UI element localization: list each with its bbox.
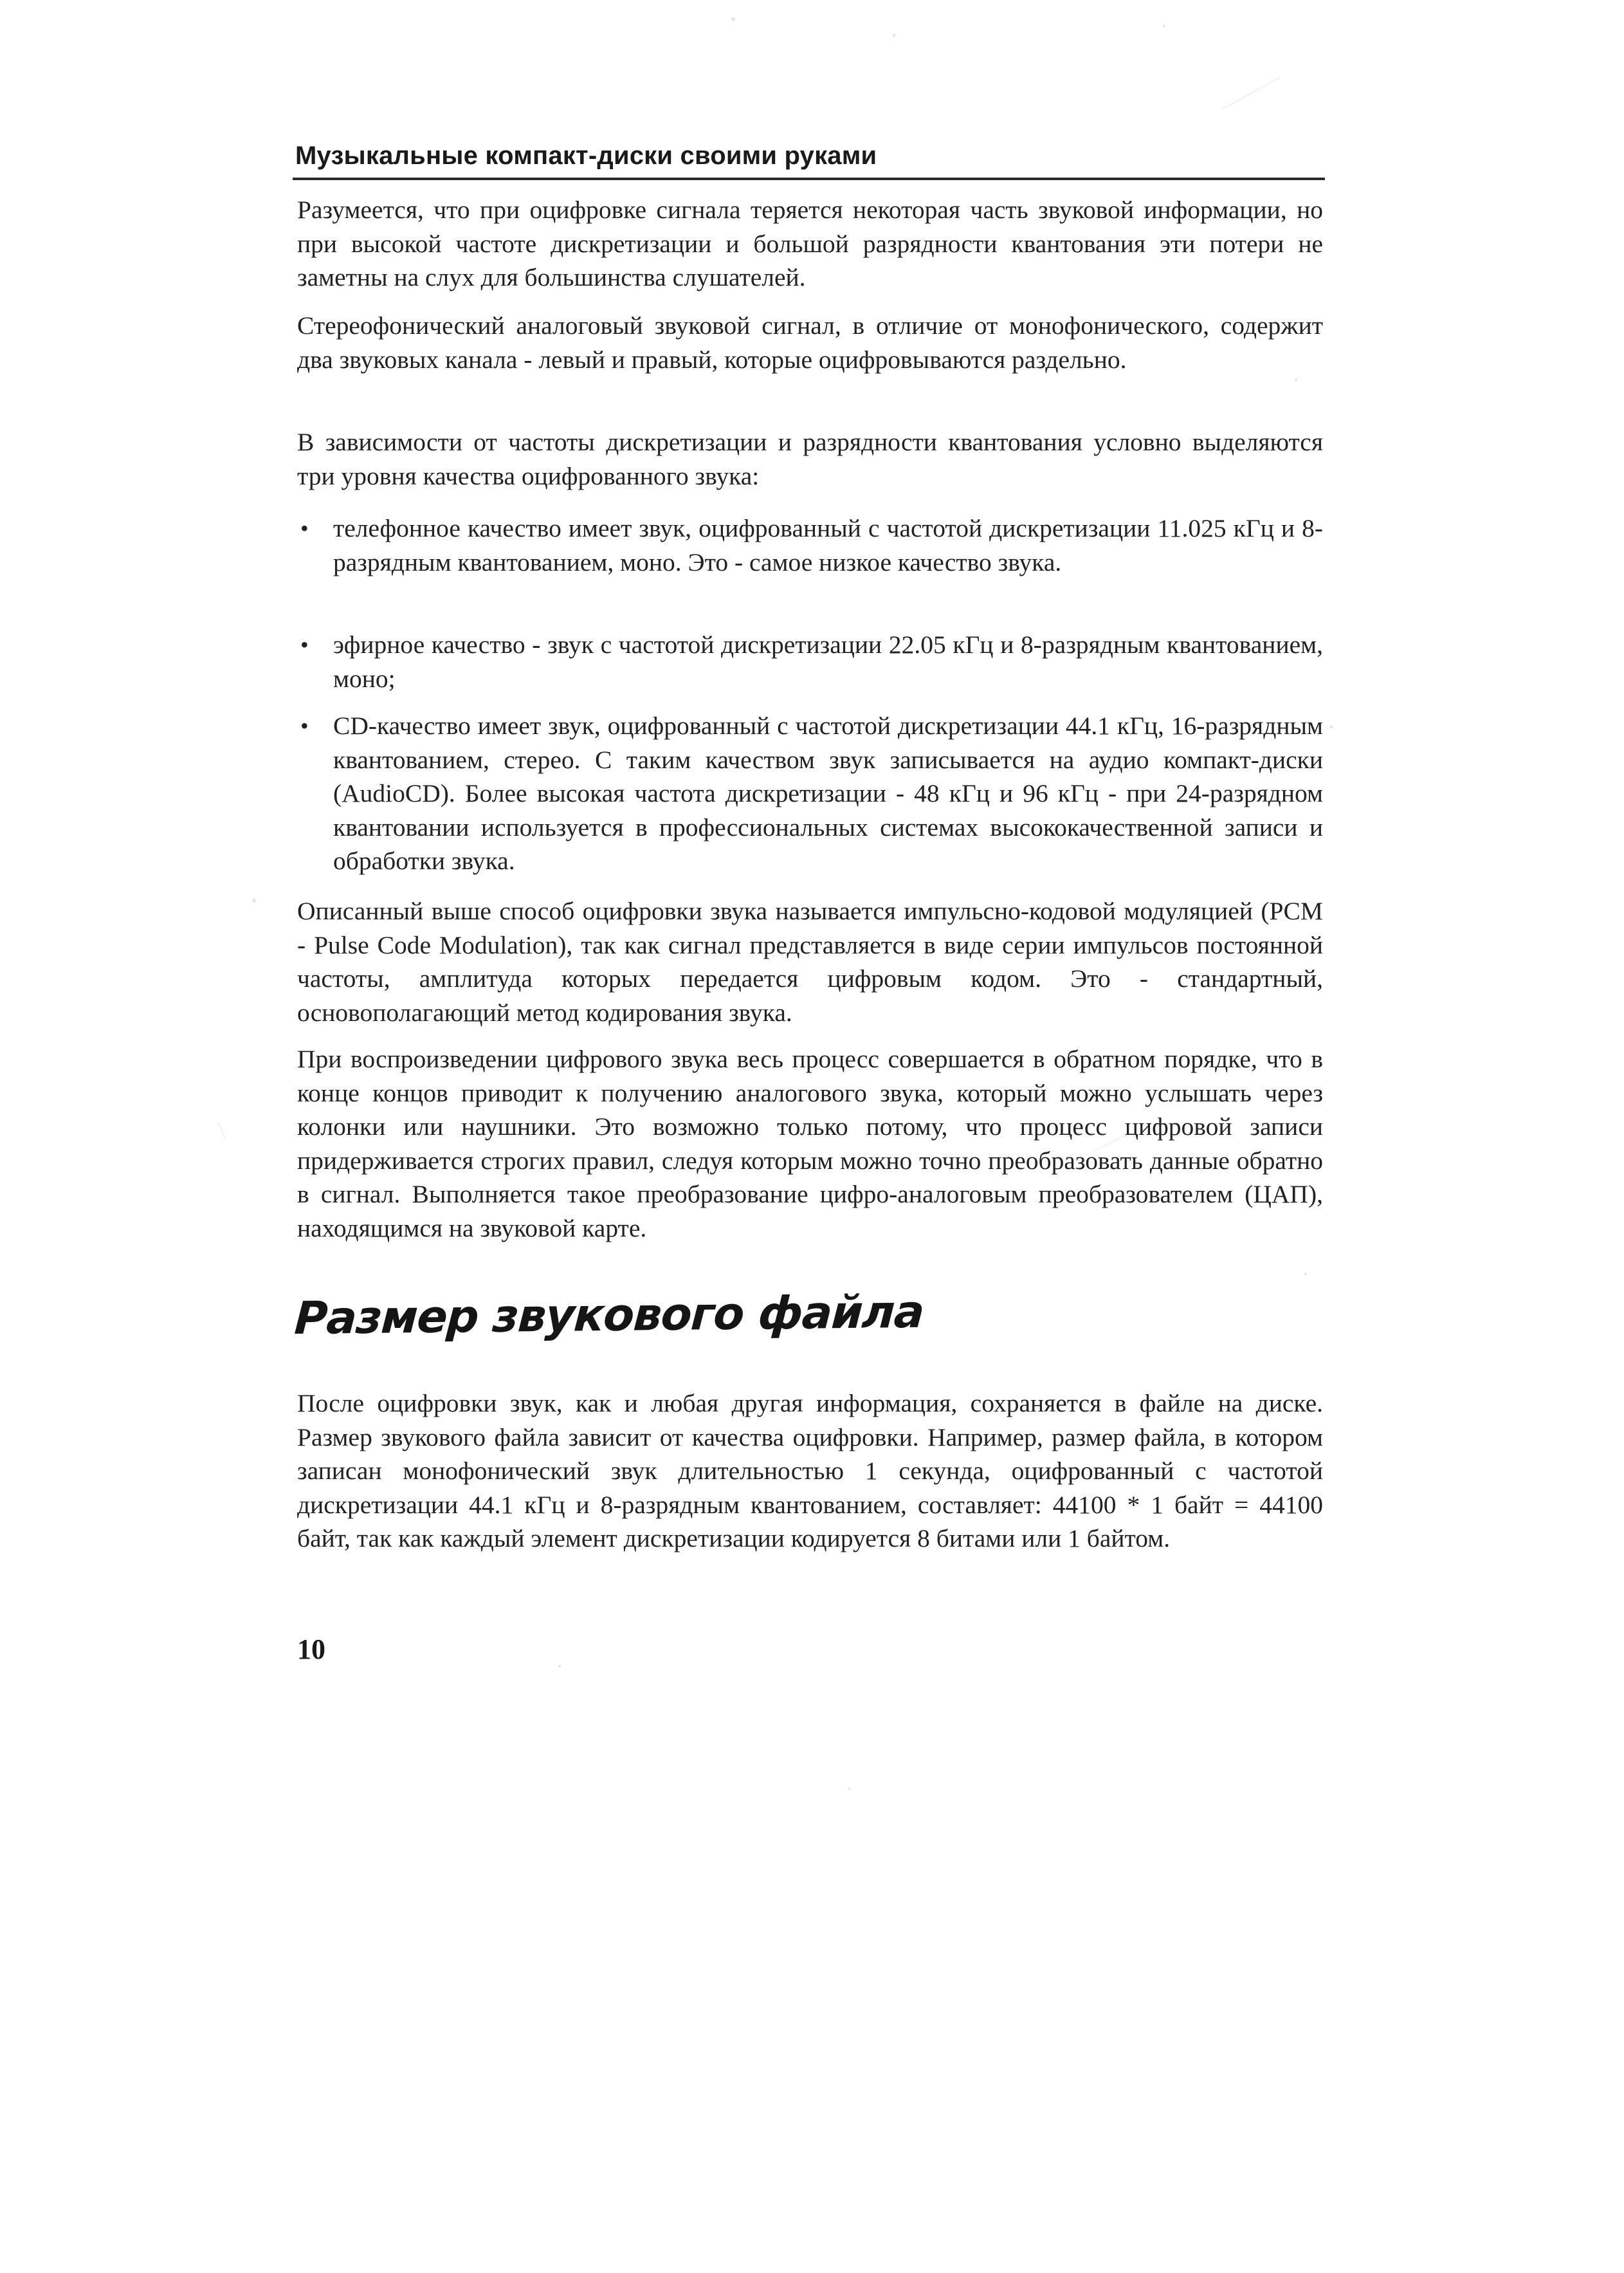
paragraph-text: Описанный выше способ оцифровки звука называется импульсно-кодовой модуляцией (PCM - Pulse Code Modulation), так как сигнал представляется в виде серии импульсов постоянной частоты, амплитуда которых передается цифровым кодом. Это - стандартный, основополагающий метод кодирования звука. xyxy=(297,897,1323,1027)
paragraph-text: В зависимости от частоты дискретизации и разрядности квантования условно выделяются три уровня качества оцифрованного звука: xyxy=(297,428,1323,490)
paragraph-text: При воспроизведении цифрового звука весь процесс совершается в обратном порядке, что в конце концов приводит к получению аналогового звука, который можно услышать через колонки или наушники. Это возможно только потому, что процесс цифровой записи придерживается строгих правил, следуя которым можно точно преобразовать данные обратно в сигнал. Выполняется такое преобразование цифро-аналоговым преобразователем (ЦАП), находящимся на звуковой карте. xyxy=(297,1045,1323,1242)
paragraph-text: Стереофонический аналоговый звуковой сигнал, в отличие от монофонического, содержит два звуковых канала - левый и правый, которые оцифровываются раздельно. xyxy=(297,311,1323,374)
paragraph-text: После оцифровки звук, как и любая другая информация, сохраняется в файле на диске. Размер звукового файла зависит от качества оцифровки. Например, размер файла, в котором записан монофонический звук длительностью 1 секунда, оцифрованный с частотой дискретизации 44.1 кГц и 8-разрядным квантованием, составляет: 44100 * 1 байт = 44100 байт, так как каждый элемент дискретизации кодируется 8 битами или 1 байтом. xyxy=(297,1389,1323,1552)
list-item-text: эфирное качество - звук с частотой дискретизации 22.05 кГц и 8-разрядным квантованием, моно; xyxy=(333,630,1323,693)
paragraph-file-size xyxy=(297,1386,1323,1556)
list-item-cd-quality xyxy=(297,709,1323,878)
section-heading: Размер звукового файла xyxy=(293,1285,926,1345)
page-number: 10 xyxy=(297,1633,325,1665)
paragraph-pcm xyxy=(297,894,1323,1029)
list-item-telephone-quality xyxy=(297,511,1323,579)
paragraph-stereo-signal xyxy=(297,309,1323,376)
bullet-icon: • xyxy=(300,713,309,739)
bullet-icon: • xyxy=(300,632,309,658)
list-item-text: телефонное качество имеет звук, оцифрованный с частотой дискретизации 11.025 кГц и 8-разрядным квантованием, моно. Это - самое низкое качество звука. xyxy=(333,514,1323,576)
paragraph-text: Разумеется, что при оцифровке сигнала теряется некоторая часть звуковой информации, но при высокой частоте дискретизации и большой разрядности квантования эти потери не заметны на слух для большинства слушателей. xyxy=(297,196,1323,291)
bullet-icon: • xyxy=(300,515,309,541)
running-header xyxy=(293,140,1325,180)
list-item-text: CD-качество имеет звук, оцифрованный с частотой дискретизации 44.1 кГц, 16-разрядным квантованием, стерео. С таким качеством звук записывается на аудио компакт-диски (AudioCD). Более высокая частота дискретизации - 48 кГц и 96 кГц - при 24-разрядном квантовании используется в профессиональных системах высококачественной записи и обработки звука. xyxy=(333,712,1323,875)
paragraph-quality-levels-intro xyxy=(297,425,1323,493)
running-header-title: Музыкальные компакт-диски своими руками xyxy=(295,142,877,170)
paragraph-playback xyxy=(297,1042,1323,1245)
list-item-broadcast-quality xyxy=(297,628,1323,695)
paragraph-digitization-loss xyxy=(297,193,1323,295)
